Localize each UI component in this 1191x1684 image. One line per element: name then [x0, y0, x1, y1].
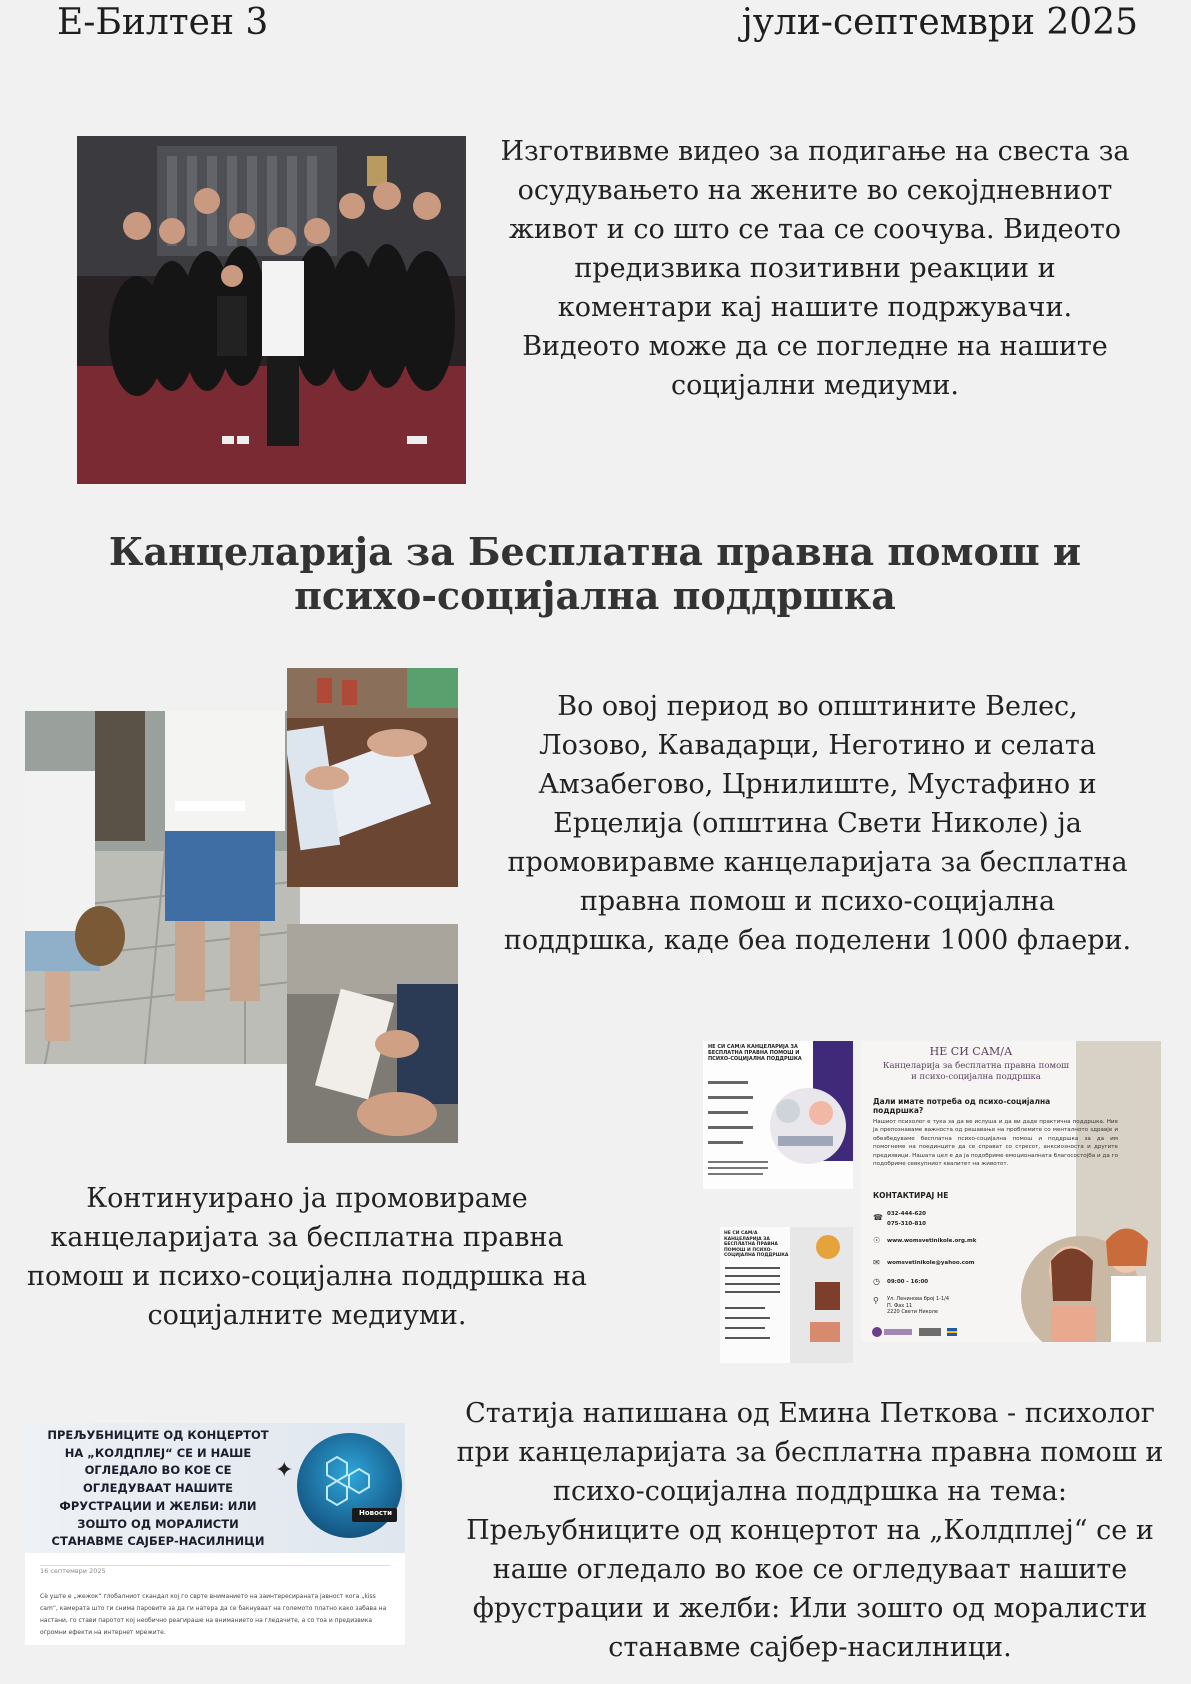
- flyer-address-line1: Ул. Ленинова број 1-1/4: [887, 1296, 950, 1302]
- street-flyer-photo: [25, 711, 300, 1064]
- flyer-heading: НЕ СИ САМ/А: [929, 1045, 1013, 1058]
- group-photo: [77, 136, 466, 484]
- hand-flyer-photo: [287, 924, 458, 1143]
- flyer-address-line3: 2220 Свети Николе: [887, 1309, 938, 1315]
- article-thumbnail: [25, 1423, 405, 1645]
- sponsor-logos: [871, 1326, 971, 1338]
- office-heading: Канцеларија за Бесплатна правна помош и психо-социјална поддршка: [108, 529, 1082, 618]
- sparkle-icon: ✦: [275, 1458, 294, 1483]
- bulletin-title: Е-Билтен 3: [57, 2, 269, 43]
- flyer-phone2: 075-310-810: [887, 1221, 927, 1227]
- flyer-body: Нашиот психолог е тука за да ве ислуша и да ви даде практична поддршка. Ние ја препознаваме важноста од решавање на проблемите со менталното здравје и обезбедуваме бесплатна психо-социјална помош и поддршка за да им помогнеме на поединците да се справат со стресот, анксиозноста и другите предизвици. Нашата цел е да ја подобриме емоционалната благосостојба и да го подобриме севкупниот квалитет на животот.: [873, 1119, 1118, 1168]
- article-excerpt: Сѐ уште е „жежок“ глобалниот скандал кој го сврте вниманието на заинтересираната јавност кога „kiss cam“, камерата што ги снима паровите за да ги натера да се бакнуваат на големото платно како забава на настани, го стави паротот кој необично реагираше на вниманието на гледачите, а со тоа и предизвика огромни ефекти на интернет мрежите.: [40, 1593, 387, 1636]
- flyer-hours: 09:00 - 16:00: [887, 1279, 929, 1285]
- flyer-address-line2: П. Фах 11: [887, 1302, 913, 1309]
- article-image: [297, 1433, 402, 1538]
- article-description: Статија напишана од Емина Петкова - психолог при канцеларијата за бесплатна правна помош и психо-социјална поддршка на тема: Прељубниците од концертот на „Колдплеј“ се и наше огледало во кое се огледуваат нашите фрустрации и желби: Или зошто од моралисти станавме сајбер-насилници.: [456, 1398, 1164, 1663]
- flyer-small-bottom-title: НЕ СИ САМ/А КАНЦЕЛАРИЈА ЗА БЕСПЛАТНА ПРАВНА ПОМОШ И ПСИХО-СОЦИЈАЛНА ПОДДРШКА: [724, 1231, 789, 1258]
- flyer-small-title: НЕ СИ САМ/А КАНЦЕЛАРИЈА ЗА БЕСПЛАТНА ПРАВНА ПОМОШ И ПСИХО-СОЦИЈАЛНА ПОДДРШКА: [708, 1044, 802, 1062]
- promotion-description: Во овој период во општините Велес, Лозово, Кавадарци, Неготино и селата Амзабегово, Црнилиште, Мустафино и Ерцелија (општина Свети Николе) ја промовиравме канцеларијата за бесплатна правна помош и психо-социјална поддршка, каде беа поделени 1000 флаери.: [503, 691, 1132, 956]
- web-icon: ☉: [873, 1236, 881, 1245]
- news-badge: Новости: [359, 1509, 393, 1517]
- flyer-large: [861, 1041, 1161, 1342]
- article-date: 16 септември 2025: [40, 1567, 106, 1575]
- flyer-small-bottom: [720, 1227, 853, 1363]
- mail-icon: ✉: [873, 1258, 880, 1267]
- table-flyer-photo: [287, 668, 458, 887]
- video-description: Изготвивме видео за подигање на свеста за осудувањето на жените во секојдневниот живот и со што се таа се соочува. Видеото предизвика позитивни реакции и коментари кај нашите подржувачи. Видеото може да се погледне на нашите социјални медиуми.: [500, 136, 1130, 401]
- social-media-description: Континуирано ја промовираме канцеларијата за бесплатна правна помош и психо-социјална поддршка на социјалните медиуми.: [26, 1183, 588, 1331]
- phone-icon: ☎: [873, 1213, 883, 1222]
- flyer-small-top: [703, 1041, 853, 1189]
- flyer-web: www.womsvetinikole.org.mk: [887, 1238, 977, 1244]
- bulletin-period: јули-септември 2025: [741, 2, 1138, 43]
- flyer-question: Дали имате потреба од психо-социјална поддршка?: [873, 1097, 1051, 1115]
- flyer-address: [887, 1296, 949, 1316]
- flyer-subheading: Канцеларија за бесплатна правна помош и психо-социјална поддршка: [882, 1061, 1070, 1082]
- article-headline: ПРЕЉУБНИЦИТЕ ОД КОНЦЕРТОТ НА „КОЛДПЛЕЈ“ СЕ И НАШЕ ОГЛЕДАЛО ВО КОЕ СЕ ОГЛЕДУВААТ НАШИТЕ ФРУСТРАЦИИ И ЖЕЛБИ: ИЛИ ЗОШТО ОД МОРАЛИСТИ СТАНАВМЕ САЈБЕР-НАСИЛНИЦИ: [47, 1428, 269, 1549]
- flyer-contact-label: КОНТАКТИРАЈ НЕ: [873, 1191, 949, 1200]
- clock-icon: ◷: [873, 1277, 880, 1286]
- flyer-email: womsvetinikole@yahoo.com: [887, 1260, 975, 1266]
- flyer-phone1: 032-444-620: [887, 1211, 927, 1217]
- location-icon: ⚲: [873, 1296, 879, 1305]
